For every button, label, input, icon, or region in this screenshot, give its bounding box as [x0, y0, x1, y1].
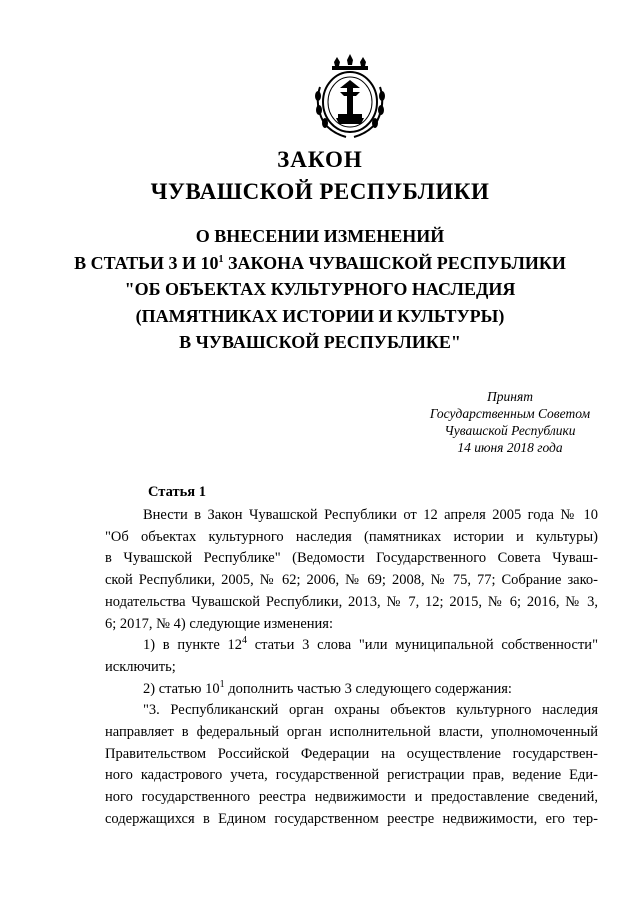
- text-fragment: 2) статью 10: [143, 680, 220, 697]
- text-line: в Чувашской Республике" (Ведомости Государственного Совета Чуваш-: [105, 550, 598, 567]
- subtitle-text: ЗАКОНА ЧУВАШСКОЙ РЕСПУБЛИКИ: [223, 252, 566, 273]
- law-title: ЗАКОН: [277, 147, 363, 172]
- text-line: ного кадастрового учета, государственной регистрации прав, ведение Еди-: [105, 767, 598, 784]
- text-line: исключить;: [105, 658, 176, 675]
- subtitle-line: В ЧУВАШСКОЙ РЕСПУБЛИКЕ": [179, 332, 461, 352]
- subtitle-line: О ВНЕСЕНИИ ИЗМЕНЕНИЙ: [195, 226, 445, 246]
- superscript: 4: [241, 635, 247, 647]
- subtitle-line: [0, 250, 640, 277]
- law-subtitle: [0, 223, 640, 356]
- subtitle-text: В СТАТЬИ 3 И 10: [74, 252, 219, 273]
- text-line: нодательства Чувашской Республики, 2013, № 7, 12; 2015, № 6; 2016, № 3,: [105, 593, 598, 610]
- superscript: 1: [218, 253, 224, 265]
- subtitle-line: (ПАМЯТНИКАХ ИСТОРИИ И КУЛЬТУРЫ): [135, 305, 505, 326]
- adoption-note: [390, 388, 630, 456]
- text-line: "3. Республиканский орган охраны объектов культурного наследия: [143, 702, 598, 719]
- adoption-line: Чувашской Республики: [444, 423, 576, 438]
- text-fragment: дополнить частью 3 следующего содержания:: [224, 680, 512, 697]
- text-line: ного государственного реестра недвижимости и предоставление сведений,: [105, 789, 598, 806]
- text-line: ской Республики, 2005, № 62; 2006, № 69; 2008, № 75, 77; Собрание зако-: [105, 572, 598, 589]
- coat-of-arms-emblem-icon: [310, 52, 390, 142]
- text-line: [105, 679, 598, 701]
- text-line: [105, 635, 598, 657]
- article-body: [105, 505, 598, 831]
- adoption-line: Принят: [487, 389, 533, 404]
- text-line: Правительством Российской Федерации на осуществление государствен-: [105, 745, 598, 762]
- text-line: Внести в Закон Чувашской Республики от 12 апреля 2005 года № 10: [143, 507, 598, 523]
- article-heading: Статья 1: [148, 484, 206, 500]
- text-fragment: статьи 3 слова "или муниципальной собственности": [246, 637, 598, 654]
- text-line: "Об объектах культурного наследия (памятниках истории и культуры): [105, 528, 598, 545]
- text-line: содержащихся в Едином государственном реестре недвижимости, его тер-: [105, 810, 598, 827]
- superscript: 1: [219, 678, 225, 690]
- text-line: направляет в федеральный орган исполнительной власти, уполномоченный: [105, 724, 598, 741]
- text-line: 6; 2017, № 4) следующие изменения:: [105, 615, 333, 632]
- republic-title: ЧУВАШСКОЙ РЕСПУБЛИКИ: [150, 179, 490, 204]
- text-fragment: 1) в пункте 12: [143, 637, 242, 654]
- subtitle-line: "ОБ ОБЪЕКТАХ КУЛЬТУРНОГО НАСЛЕДИЯ: [124, 279, 516, 299]
- adoption-line: Государственным Советом: [429, 406, 591, 421]
- adoption-date: 14 июня 2018 года: [457, 440, 563, 455]
